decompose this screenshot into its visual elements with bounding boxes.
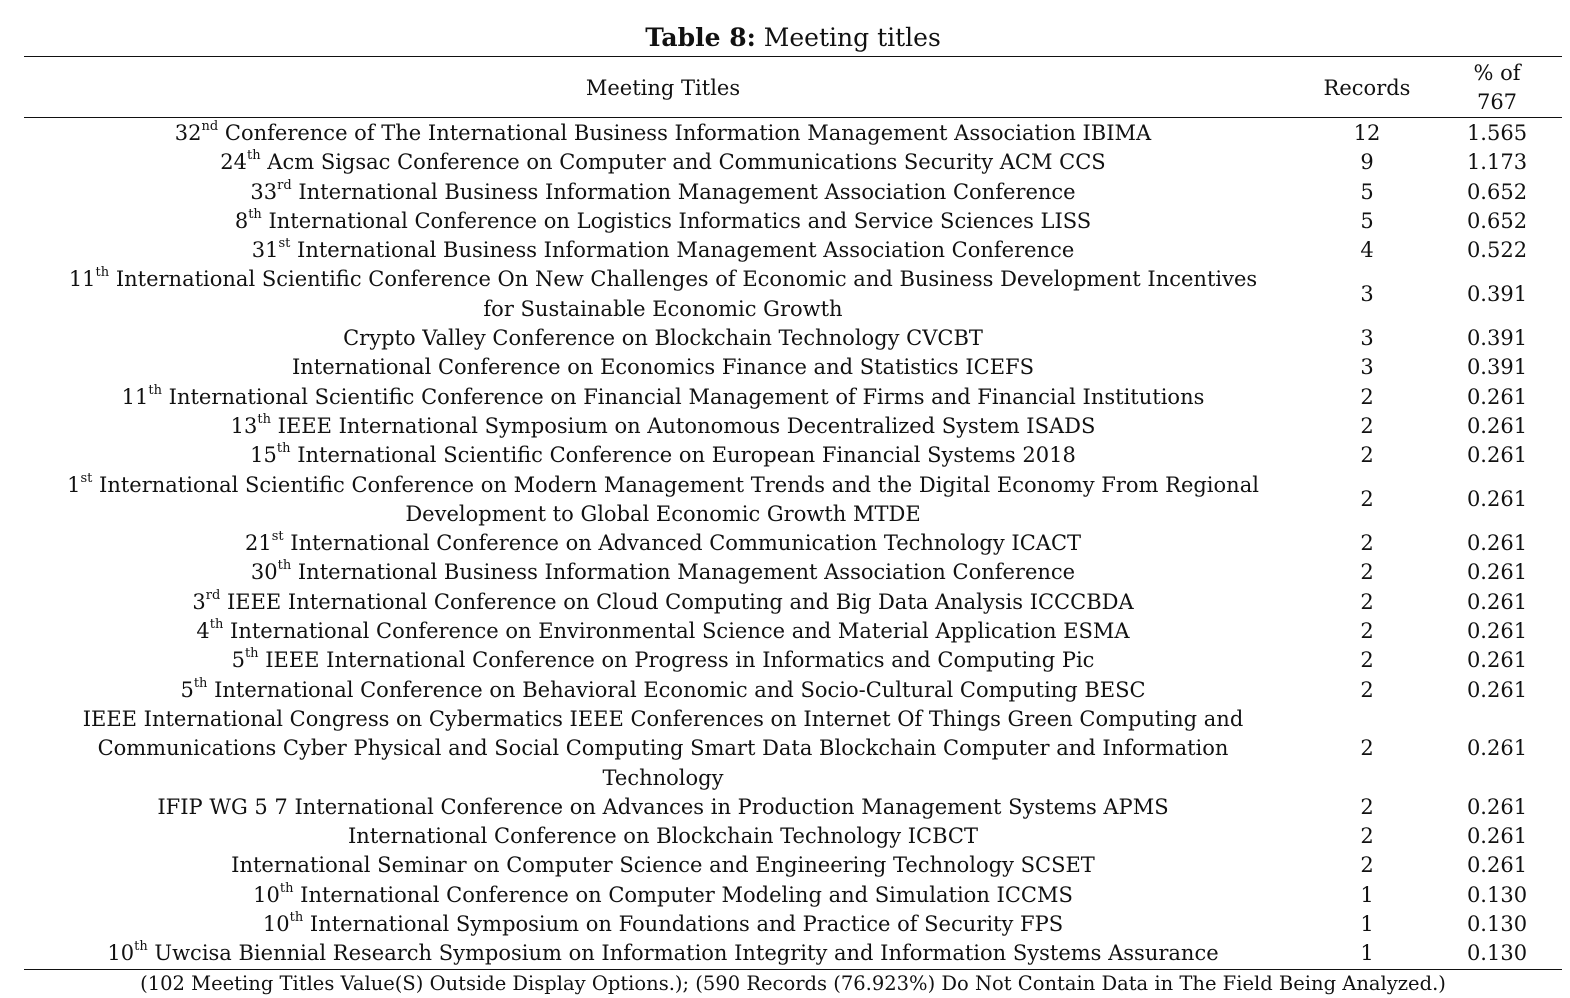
- meeting-title-cell: [24, 324, 1302, 353]
- ordinal-number: 4: [196, 619, 210, 644]
- meeting-title-text: International Conference on Computer Modeling and Simulation ICCMS: [293, 882, 1073, 907]
- meeting-title-text: International Seminar on Computer Science and Engineering Technology SCSET: [231, 853, 1095, 878]
- table-figure: [24, 22, 1562, 998]
- table-row: [24, 588, 1562, 617]
- percent-cell: 0.261: [1466, 560, 1528, 585]
- table-row: [24, 939, 1562, 969]
- percent-cell: 0.391: [1466, 326, 1528, 351]
- meeting-title-cell: [24, 558, 1302, 587]
- ordinal-number: 8: [234, 208, 249, 233]
- meeting-title-text: International Conference on Economics Finance and Statistics ICEFS: [291, 355, 1035, 380]
- meeting-title-cell: [24, 471, 1302, 530]
- table-row: [24, 207, 1562, 236]
- percent-cell: 0.261: [1466, 648, 1528, 673]
- meeting-title-cell: [24, 353, 1302, 382]
- ordinal-number: 5: [231, 648, 245, 673]
- meeting-title-text: International Conference on Logistics Informatics and Service Sciences LISS: [261, 208, 1092, 233]
- meeting-title-cell: [24, 178, 1302, 207]
- meeting-title-cell: [24, 588, 1302, 617]
- ordinal-suffix: th: [244, 646, 259, 662]
- meeting-title-text: International Scientific Conference on Modern Management Trends and the Digital Economy From Regional Development to Global Economic Growth MTDE: [92, 472, 1259, 526]
- table-row: [24, 822, 1562, 851]
- percent-cell: 0.130: [1432, 939, 1562, 969]
- percent-cell: 1.173: [1466, 150, 1528, 175]
- records-cell: 3: [1360, 282, 1374, 307]
- percent-cell: 0.391: [1466, 282, 1528, 307]
- table-row: [24, 529, 1562, 558]
- ordinal-number: 5: [180, 677, 194, 702]
- records-cell: 5: [1360, 179, 1374, 204]
- records-cell: 3: [1360, 355, 1374, 380]
- records-cell: 2: [1360, 677, 1374, 702]
- table-row: [24, 353, 1562, 382]
- table-row: [24, 471, 1562, 530]
- meeting-title-cell: [24, 646, 1302, 675]
- table-row: [24, 383, 1562, 412]
- table-row: [24, 793, 1562, 822]
- ordinal-number: 15: [250, 443, 277, 468]
- table-body: [24, 118, 1562, 970]
- records-cell: 2: [1360, 648, 1374, 673]
- ordinal-suffix: th: [277, 558, 292, 574]
- caption-label: Table 8:: [645, 23, 756, 52]
- records-cell: 5: [1360, 208, 1374, 233]
- table-row: [24, 851, 1562, 880]
- percent-cell: 0.130: [1466, 882, 1528, 907]
- table-row: [24, 441, 1562, 470]
- ordinal-suffix: st: [271, 529, 284, 545]
- ordinal-suffix: th: [279, 880, 294, 896]
- ordinal-suffix: th: [248, 206, 262, 222]
- meeting-title-cell: [24, 910, 1302, 939]
- table-caption: [24, 22, 1562, 56]
- table-row: [24, 881, 1562, 910]
- ordinal-number: 30: [250, 560, 278, 585]
- meeting-title-text: International Conference on Environmental Science and Material Application ESMA: [223, 619, 1130, 644]
- percent-cell: 0.261: [1466, 677, 1528, 702]
- percent-cell: 0.261: [1466, 531, 1528, 556]
- table-row: [24, 558, 1562, 587]
- meeting-title-cell: [24, 617, 1302, 646]
- ordinal-number: 11: [121, 384, 149, 409]
- table-row: [24, 324, 1562, 353]
- ordinal-suffix: st: [278, 236, 291, 252]
- meeting-title-cell: [24, 383, 1302, 412]
- records-cell: 2: [1360, 384, 1374, 409]
- meeting-title-cell: [24, 148, 1302, 177]
- records-cell: 2: [1360, 413, 1374, 438]
- meeting-title-text: International Scientific Conference on European Financial Systems 2018: [290, 443, 1076, 468]
- records-cell: 2: [1360, 487, 1374, 512]
- percent-cell: 0.652: [1466, 179, 1528, 204]
- records-cell: 1: [1360, 882, 1374, 907]
- table-row: [24, 910, 1562, 939]
- table-row: [24, 148, 1562, 177]
- meeting-title-text: Uwcisa Biennial Research Symposium on Information Integrity and Information Systems Assurance: [147, 941, 1219, 966]
- table-row: [24, 705, 1562, 793]
- meeting-title-cell: [24, 881, 1302, 910]
- meeting-title-text: IEEE International Symposium on Autonomous Decentralized System ISADS: [270, 413, 1096, 438]
- meeting-title-text: International Conference on Advanced Communication Technology ICACT: [283, 531, 1082, 556]
- ordinal-number: 32: [174, 121, 202, 145]
- header-row: [24, 57, 1562, 118]
- meeting-title-cell: [24, 441, 1302, 470]
- ordinal-number: 33: [250, 179, 278, 204]
- meeting-title-text: Acm Sigsac Conference on Computer and Communications Security ACM CCS: [260, 150, 1106, 175]
- ordinal-suffix: th: [134, 939, 148, 955]
- ordinal-suffix: th: [257, 411, 271, 427]
- meeting-titles-table: [24, 56, 1562, 970]
- ordinal-number: 31: [251, 238, 279, 263]
- percent-cell: 0.261: [1466, 853, 1528, 878]
- records-cell: 2: [1360, 589, 1374, 614]
- records-cell: 4: [1360, 238, 1374, 263]
- records-cell: 2: [1360, 531, 1374, 556]
- meeting-title-cell: [24, 412, 1302, 441]
- ordinal-number: 21: [244, 531, 272, 556]
- records-cell: 9: [1360, 150, 1374, 175]
- meeting-title-text: International Scientific Conference on Financial Management of Firms and Financial Institutions: [161, 384, 1205, 409]
- ordinal-suffix: th: [289, 910, 304, 926]
- ordinal-number: 24: [220, 150, 248, 175]
- ordinal-suffix: th: [276, 441, 291, 457]
- caption-text: Meeting titles: [755, 23, 941, 52]
- ordinal-suffix: rd: [205, 587, 221, 603]
- records-cell: 2: [1360, 443, 1374, 468]
- records-cell: 3: [1360, 326, 1374, 351]
- table-row: [24, 265, 1562, 324]
- percent-cell: 0.261: [1466, 589, 1528, 614]
- percent-cell: 0.261: [1466, 487, 1528, 512]
- meeting-title-text: International Business Information Management Association Conference: [290, 238, 1075, 263]
- ordinal-suffix: st: [80, 470, 93, 486]
- ordinal-number: 10: [253, 882, 280, 907]
- table-row: [24, 118, 1562, 149]
- ordinal-number: 10: [107, 941, 135, 966]
- percent-cell: 0.391: [1466, 355, 1528, 380]
- meeting-title-text: Crypto Valley Conference on Blockchain Technology CVCBT: [343, 326, 983, 351]
- table-note: (102 Meeting Titles Value(S) Outside Display Options.); (590 Records (76.923%) Do Not Contain Data in The Field Being Analyzed.): [140, 971, 1446, 995]
- percent-cell: 0.261: [1466, 794, 1528, 819]
- meeting-title-cell: [24, 851, 1302, 880]
- ordinal-number: 13: [230, 413, 258, 438]
- meeting-title-cell: [24, 793, 1302, 822]
- meeting-title-text: International Business Information Management Association Conference: [291, 179, 1076, 204]
- meeting-title-text: IEEE International Conference on Progress in Informatics and Computing Pic: [258, 648, 1095, 673]
- header-records: Records: [1302, 57, 1432, 118]
- ordinal-number: 3: [192, 589, 206, 614]
- table-row: [24, 412, 1562, 441]
- percent-cell: 0.652: [1466, 208, 1528, 233]
- percent-cell: 0.261: [1466, 413, 1528, 438]
- meeting-title-text: International Symposium on Foundations and Practice of Security FPS: [303, 912, 1064, 937]
- records-cell: 2: [1360, 560, 1374, 585]
- meeting-title-cell: [24, 939, 1302, 969]
- percent-cell: 0.261: [1466, 384, 1528, 409]
- table-row: [24, 617, 1562, 646]
- meeting-title-cell: [24, 529, 1302, 558]
- ordinal-suffix: th: [247, 148, 261, 164]
- records-cell: 12: [1353, 121, 1381, 145]
- table-row: [24, 178, 1562, 207]
- records-cell: 2: [1360, 853, 1374, 878]
- ordinal-suffix: rd: [277, 177, 292, 193]
- meeting-title-cell: [24, 676, 1302, 705]
- ordinal-suffix: nd: [201, 119, 219, 134]
- records-cell: 2: [1360, 824, 1374, 849]
- table-row: [24, 236, 1562, 265]
- percent-cell: 0.261: [1466, 619, 1528, 644]
- meeting-title-text: International Conference on Behavioral Economic and Socio-Cultural Computing BESC: [207, 677, 1146, 702]
- meeting-title-text: IFIP WG 5 7 International Conference on Advances in Production Management Systems APMS: [157, 794, 1169, 819]
- ordinal-suffix: th: [209, 617, 224, 633]
- meeting-title-cell: [24, 118, 1302, 149]
- table-row: [24, 676, 1562, 705]
- records-cell: 2: [1360, 794, 1374, 819]
- percent-cell: 0.261: [1466, 824, 1528, 849]
- records-cell: 1: [1302, 939, 1432, 969]
- ordinal-number: 1: [67, 472, 81, 497]
- records-cell: 2: [1360, 736, 1374, 761]
- meeting-title-text: Conference of The International Business Information Management Association IBIMA: [218, 121, 1152, 145]
- ordinal-suffix: th: [193, 675, 208, 691]
- meeting-title-cell: [24, 207, 1302, 236]
- header-meeting-titles: Meeting Titles: [24, 57, 1302, 118]
- ordinal-number: 11: [68, 267, 96, 292]
- ordinal-number: 10: [262, 912, 290, 937]
- meeting-title-text: IEEE International Conference on Cloud Computing and Big Data Analysis ICCCBDA: [220, 589, 1134, 614]
- header-percent: % of 767: [1432, 57, 1562, 118]
- records-cell: 2: [1360, 619, 1374, 644]
- percent-cell: 0.261: [1466, 443, 1528, 468]
- meeting-title-cell: [24, 822, 1302, 851]
- percent-cell: 1.565: [1466, 121, 1528, 145]
- table-row: [24, 646, 1562, 675]
- meeting-title-text: IEEE International Congress on Cybermatics IEEE Conferences on Internet Of Things Green Computing and Communications Cyber Physical and Social Computing Smart Data Blockchain Computer and Information Technology: [82, 706, 1244, 790]
- records-cell: 1: [1360, 912, 1374, 937]
- percent-cell: 0.130: [1466, 912, 1528, 937]
- meeting-title-cell: [24, 265, 1302, 324]
- ordinal-suffix: th: [95, 265, 110, 281]
- ordinal-suffix: th: [148, 382, 162, 398]
- meeting-title-text: International Conference on Blockchain Technology ICBCT: [348, 824, 978, 849]
- meeting-title-cell: [24, 236, 1302, 265]
- meeting-title-text: International Scientific Conference On New Challenges of Economic and Business Development Incentives for Sustainable Economic Growth: [109, 267, 1258, 321]
- percent-cell: 0.522: [1466, 238, 1528, 263]
- meeting-title-cell: [24, 705, 1302, 793]
- meeting-title-text: International Business Information Management Association Conference: [291, 560, 1076, 585]
- percent-cell: 0.261: [1466, 736, 1528, 761]
